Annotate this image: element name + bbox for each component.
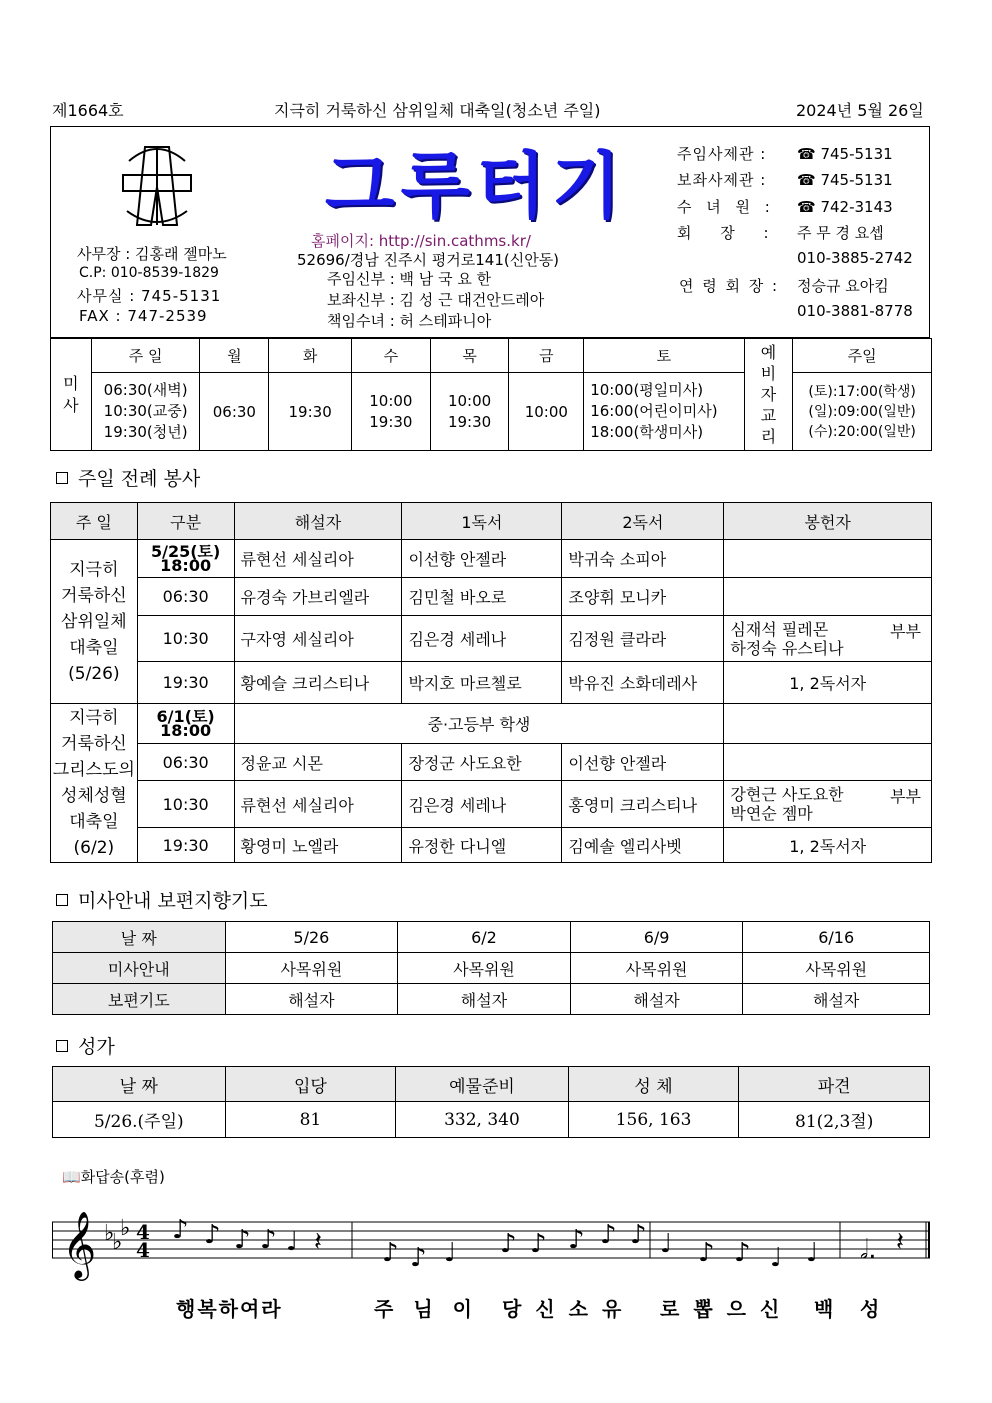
flat-icon: ♭: [104, 1221, 115, 1246]
secretary: 사무장 : 김홍래 젤마노: [77, 245, 227, 263]
contact-convent: 수 녀 원 : ☎ 742-3143: [677, 198, 893, 216]
reader-1: 이선향 안젤라: [402, 540, 562, 578]
note-icon: ♪: [530, 1229, 547, 1259]
hymn-offertory: 332, 340: [396, 1102, 569, 1138]
offertory-names: 강현근 사도요한 박연순 젬마: [730, 785, 844, 823]
intention-cell: 사목위원: [743, 953, 930, 984]
service-time: 19:30: [137, 662, 234, 704]
issue-title: 지극히 거룩하신 삼위일체 대축일(청소년 주일): [274, 101, 601, 120]
intention-cell: 해설자: [570, 984, 743, 1015]
note-icon: ♪: [698, 1238, 715, 1268]
reader-2: 조양휘 모니카: [562, 578, 724, 616]
commentator: 황영미 노엘라: [234, 828, 402, 863]
service-header: 1독서: [402, 503, 562, 540]
commentator: 구자영 세실리아: [234, 616, 402, 662]
hymn-communion: 156, 163: [568, 1102, 739, 1138]
intention-header: 5/26: [225, 922, 398, 953]
service-header: 2독서: [562, 503, 724, 540]
hymn-header: 예물준비: [396, 1067, 569, 1102]
intention-header: 날 짜: [53, 922, 226, 953]
note-icon: ♩: [660, 1229, 673, 1259]
lyric-segment: 주님이: [374, 1297, 492, 1321]
hymn-header: 성 체: [568, 1067, 739, 1102]
contact-rectory: 주임사제관 : ☎ 745-5131: [677, 145, 893, 163]
note-icon: ♩: [770, 1243, 783, 1273]
note-icon: ♪: [410, 1243, 427, 1273]
commentator: 류현선 세실리아: [234, 540, 402, 578]
note-icon: ♪: [204, 1220, 221, 1250]
catechism-times: (토):17:00(학생) (일):09:00(일반) (수):20:00(일반): [793, 373, 932, 451]
contact-assistant-rectory: 보좌사제관 : ☎ 745-5131: [677, 171, 893, 189]
reader-2: 박유진 소화데레사: [562, 662, 724, 704]
hymn-header: 파견: [739, 1067, 930, 1102]
bulletin-header: [50, 126, 930, 338]
service-time: 10:30: [137, 781, 234, 828]
service-time: 10:30: [137, 616, 234, 662]
offertory: [724, 578, 932, 616]
office-phone: 사무실 : 745-5131: [77, 287, 222, 305]
offertory-couple: [724, 781, 932, 828]
president-phone: 010-3885-2742: [797, 249, 913, 267]
intention-header: 6/2: [398, 922, 571, 953]
head-nun: 책임수녀 : 허 스테파니아: [327, 312, 492, 330]
parish-logo-icon: [115, 141, 199, 231]
section-intention-title: 미사안내 보편지향기도: [56, 886, 268, 913]
commentator: 황예슬 크리스티나: [234, 662, 402, 704]
offertory: [724, 704, 932, 744]
mass-monday-time: 06:30: [200, 373, 269, 451]
intention-table: [52, 921, 930, 1015]
reader-1: 김은경 세레나: [402, 781, 562, 828]
note-icon: ♪: [734, 1238, 751, 1268]
intention-cell: 해설자: [743, 984, 930, 1015]
catechism-label: 예 비 자 교 리: [744, 339, 793, 451]
note-icon: ♪: [382, 1238, 399, 1268]
note-icon: ♪: [600, 1220, 617, 1250]
commentator: 유경숙 가브리엘라: [234, 578, 402, 616]
reader-2: 이선향 안젤라: [562, 744, 724, 781]
commentator: 정윤교 시몬: [234, 744, 402, 781]
note-icon: ♪: [500, 1229, 517, 1259]
intention-cell: 해설자: [398, 984, 571, 1015]
intention-row-label: 미사안내: [53, 953, 226, 984]
mass-side-label: 미 사: [51, 339, 92, 451]
book-icon: 📖: [62, 1168, 81, 1186]
lyric-segment: 행복하여라: [176, 1297, 283, 1321]
intention-cell: 사목위원: [570, 953, 743, 984]
intention-cell: 사목위원: [225, 953, 398, 984]
feast-name: 지극히 거룩하신 그리스도의 성체성혈 대축일 (6/2): [51, 704, 138, 863]
hymn-header: 입당: [225, 1067, 396, 1102]
homepage-link[interactable]: 홈페이지: http://sin.cathms.kr/: [311, 232, 531, 250]
issue-date: 2024년 5월 26일: [796, 101, 924, 120]
elderly-president-phone: 010-3881-8778: [797, 302, 913, 320]
lyric-segment: 당신소유: [502, 1297, 636, 1321]
note-icon: ♪: [234, 1225, 251, 1255]
section-liturgy-title: 주일 전례 봉사: [56, 464, 200, 491]
reader-1: 김민철 바오로: [402, 578, 562, 616]
note-icon: ♪: [568, 1225, 585, 1255]
mass-header: 화: [269, 339, 352, 373]
reader-2: 김예솔 엘리사벳: [562, 828, 724, 863]
reader-1: 유정한 다니엘: [402, 828, 562, 863]
mass-friday-time: 10:00: [509, 373, 584, 451]
mass-header: 주일: [793, 339, 932, 373]
psalm-response-title: 📖화답송(후렴): [62, 1168, 165, 1186]
commentator: 류현선 세실리아: [234, 781, 402, 828]
mass-header: 월: [200, 339, 269, 373]
contact-elderly-president: 연 령 회 장 : 정승규 요아킴: [679, 277, 889, 295]
lyric-segment: 로뽑으신: [660, 1297, 794, 1321]
feast-name: 지극히 거룩하신 삼위일체 대축일 (5/26): [51, 540, 138, 704]
service-time: 6/1(토) 18:00: [137, 704, 234, 744]
couple-tag: 부부: [890, 787, 921, 806]
reader-2: 김정원 클라라: [562, 616, 724, 662]
offertory: 1, 2독서자: [724, 828, 932, 863]
mass-thursday-time: 10:00 19:30: [430, 373, 509, 451]
note-icon: ♩: [444, 1238, 457, 1268]
service-header: 해설자: [234, 503, 402, 540]
top-line: [52, 98, 932, 120]
intention-header: 6/9: [570, 922, 743, 953]
treble-clef-icon: 𝄞: [62, 1210, 97, 1278]
mass-saturday-times: 10:00(평일미사) 16:00(어린이미사) 18:00(학생미사): [584, 373, 744, 451]
time-sig-bottom: 4: [136, 1238, 150, 1262]
hymn-header: 날 짜: [53, 1067, 226, 1102]
hymn-recessional: 81(2,3절): [739, 1102, 930, 1138]
reader-2: 홍영미 크리스티나: [562, 781, 724, 828]
service-time: 5/25(토) 18:00: [137, 540, 234, 578]
offertory: [724, 744, 932, 781]
youth-students: 중·고등부 학생: [234, 704, 724, 744]
issue-number: 제1664호: [52, 101, 124, 120]
service-header: 봉헌자: [724, 503, 932, 540]
service-time: 06:30: [137, 744, 234, 781]
mass-header: 목: [430, 339, 509, 373]
offertory: 1, 2독서자: [724, 662, 932, 704]
mass-wednesday-time: 10:00 19:30: [351, 373, 430, 451]
intention-header: 6/16: [743, 922, 930, 953]
time-sig-top: 4: [136, 1220, 150, 1244]
assistant-priest: 보좌신부 : 김 성 근 대건안드레아: [327, 291, 545, 309]
flat-icon: ♭: [120, 1216, 131, 1241]
note-icon: ♪: [630, 1220, 647, 1250]
mass-sunday-times: 06:30(새벽) 10:30(교중) 19:30(청년): [91, 373, 200, 451]
reader-1: 김은경 세레나: [402, 616, 562, 662]
address: 52696/경남 진주시 평거로141(신안동): [297, 251, 560, 269]
hymn-entrance: 81: [225, 1102, 396, 1138]
rest-icon: 𝄽: [314, 1227, 322, 1257]
rest-icon: 𝄽: [896, 1227, 904, 1257]
bulletin-logo-title: 그루터기: [324, 144, 628, 228]
note-icon: ♩: [286, 1227, 299, 1257]
lyric-segment: 백: [814, 1297, 836, 1321]
service-time: 06:30: [137, 578, 234, 616]
music-staff: [52, 1202, 932, 1292]
offertory-couple: [724, 616, 932, 662]
reader-1: 장정군 사도요한: [402, 744, 562, 781]
reader-2: 박귀숙 소피아: [562, 540, 724, 578]
intention-row-label: 보편기도: [53, 984, 226, 1015]
mass-schedule-table: [50, 338, 932, 451]
secretary-phone: C.P: 010-8539-1829: [79, 265, 219, 281]
hymn-table: [52, 1066, 930, 1138]
intention-cell: 사목위원: [398, 953, 571, 984]
mass-header: 금: [509, 339, 584, 373]
liturgy-service-table: [50, 502, 932, 863]
contact-president: 회 장 : 주 무 경 요셉: [677, 224, 884, 242]
fax: FAX : 747-2539: [79, 307, 208, 325]
intention-cell: 해설자: [225, 984, 398, 1015]
service-header: 주 일: [51, 503, 138, 540]
flat-icon: ♭: [112, 1230, 123, 1255]
section-hymn-title: 성가: [56, 1032, 115, 1059]
offertory-names: 심재석 필레몬 하정숙 유스티나: [730, 619, 844, 658]
service-time: 19:30: [137, 828, 234, 863]
mass-header: 주 일: [91, 339, 200, 373]
mass-tuesday-time: 19:30: [269, 373, 352, 451]
service-header: 구분: [137, 503, 234, 540]
reader-1: 박지호 마르첼로: [402, 662, 562, 704]
note-icon: ♪: [260, 1225, 277, 1255]
pastor: 주임신부 : 백 남 국 요 한: [327, 270, 492, 288]
mass-header: 수: [351, 339, 430, 373]
note-icon: ♩: [806, 1238, 819, 1268]
mass-header: 토: [584, 339, 744, 373]
half-note-icon: 𝅗𝅥.: [860, 1235, 877, 1265]
note-icon: ♪: [172, 1215, 189, 1245]
hymn-date: 5/26.(주일): [53, 1102, 226, 1138]
lyric-segment: 성: [860, 1297, 882, 1321]
offertory: [724, 540, 932, 578]
couple-tag: 부부: [890, 622, 921, 641]
